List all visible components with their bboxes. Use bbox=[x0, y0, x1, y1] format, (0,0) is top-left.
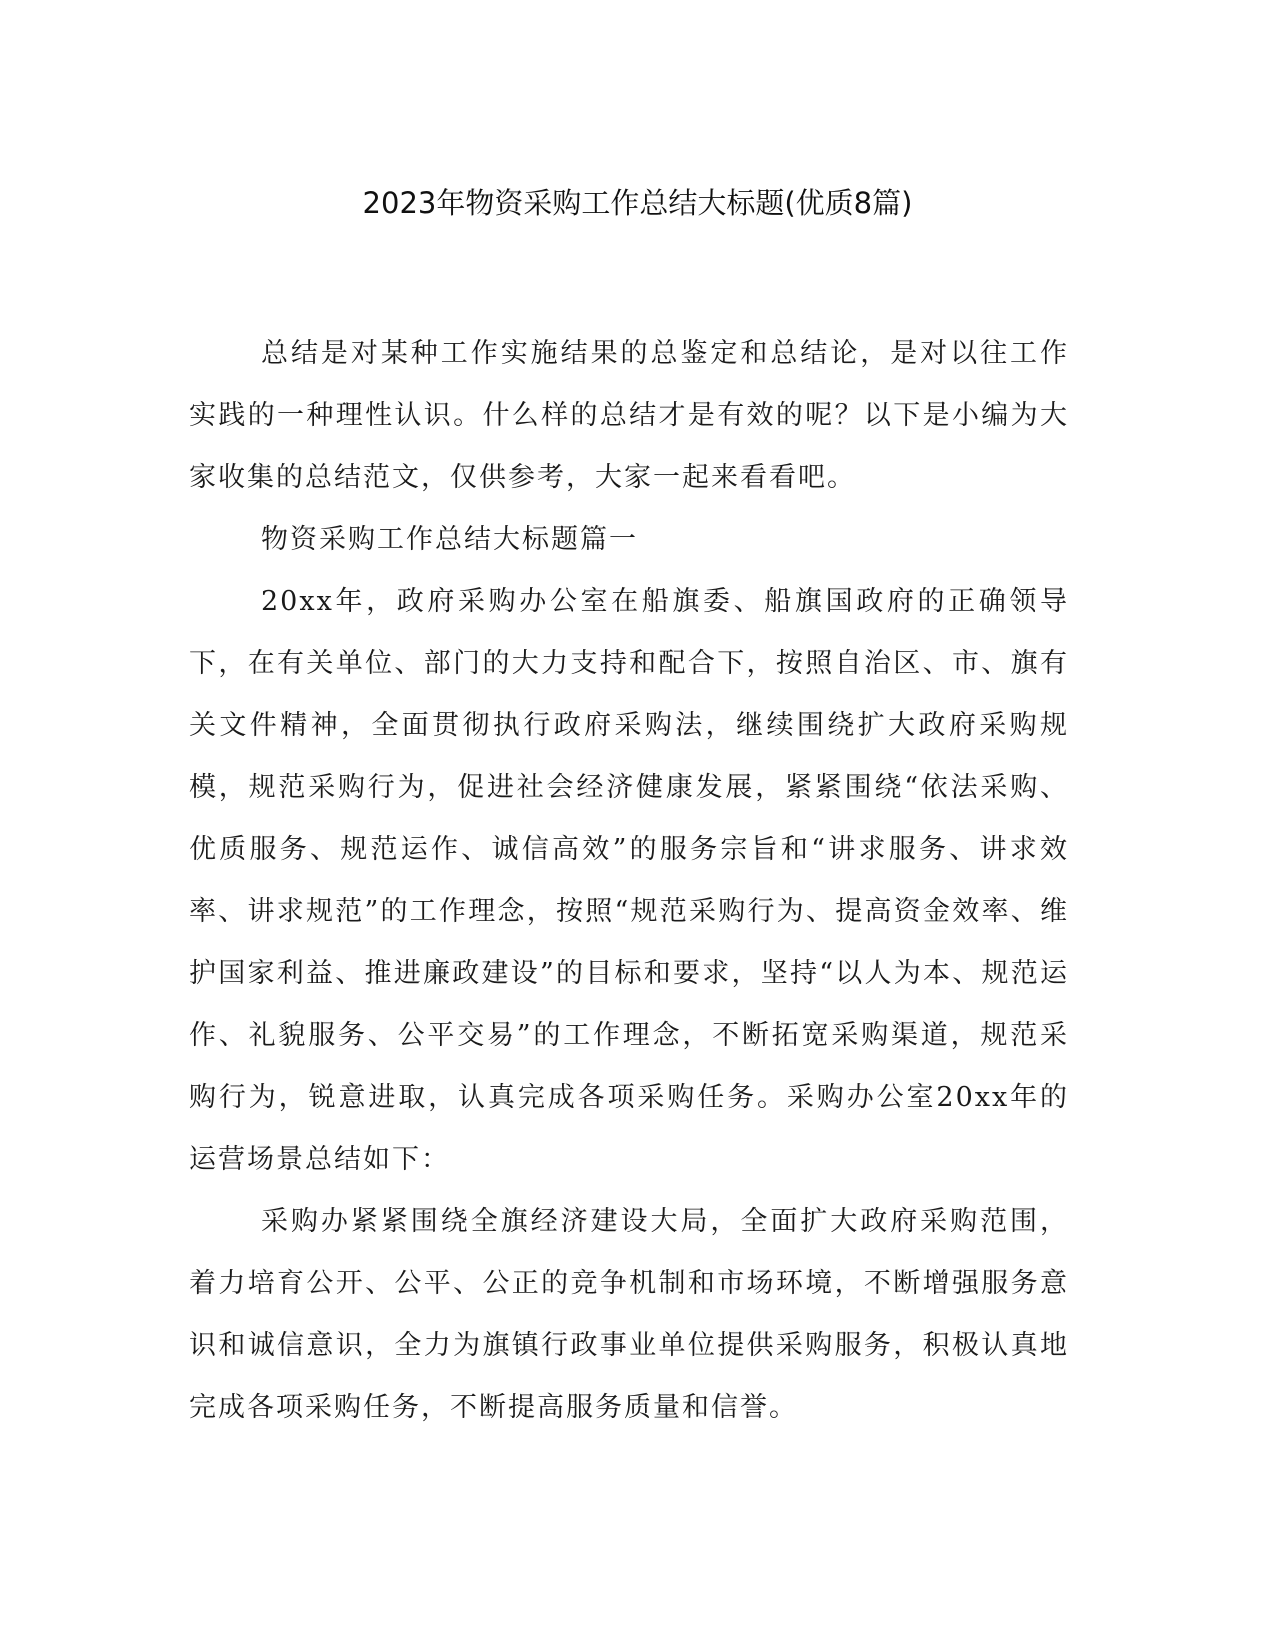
body-paragraph: 采购办紧紧围绕全旗经济建设大局，全面扩大政府采购范围，着力培育公开、公平、公正的竞争机制和市场环境，不断增强服务意识和诚信意识，全力为旗镇行政事业单位提供采购服务，积极认真地完成各项采购任务，不断提高服务质量和信誉。 bbox=[189, 1206, 1069, 1423]
section-heading: 物资采购工作总结大标题篇一 bbox=[261, 524, 638, 555]
document-title: 2023年物资采购工作总结大标题(优质8篇) bbox=[362, 186, 913, 220]
body-paragraph: 20xx年，政府采购办公室在船旗委、船旗国政府的正确领导下，在有关单位、部门的大力支持和配合下，按照自治区、市、旗有关文件精神，全面贯彻执行政府采购法，继续围绕扩大政府采购规模，规范采购行为，促进社会经济健康发展，紧紧围绕“依法采购、优质服务、规范运作、诚信高效”的服务宗旨和“讲求服务、讲求效率、讲求规范”的工作理念，按照“规范采购行为、提高资金效率、维护国家利益、推进廉政建设”的目标和要求，坚持“以人为本、规范运作、礼貌服务、公平交易”的工作理念，不断拓宽采购渠道，规范采购行为，锐意进取，认真完成各项采购任务。采购办公室20xx年的运营场景总结如下： bbox=[189, 586, 1069, 1175]
intro-paragraph: 总结是对某种工作实施结果的总鉴定和总结论，是对以往工作实践的一种理性认识。什么样的总结才是有效的呢？以下是小编为大家收集的总结范文，仅供参考，大家一起来看看吧。 bbox=[189, 338, 1069, 493]
document-body bbox=[189, 323, 1069, 1439]
